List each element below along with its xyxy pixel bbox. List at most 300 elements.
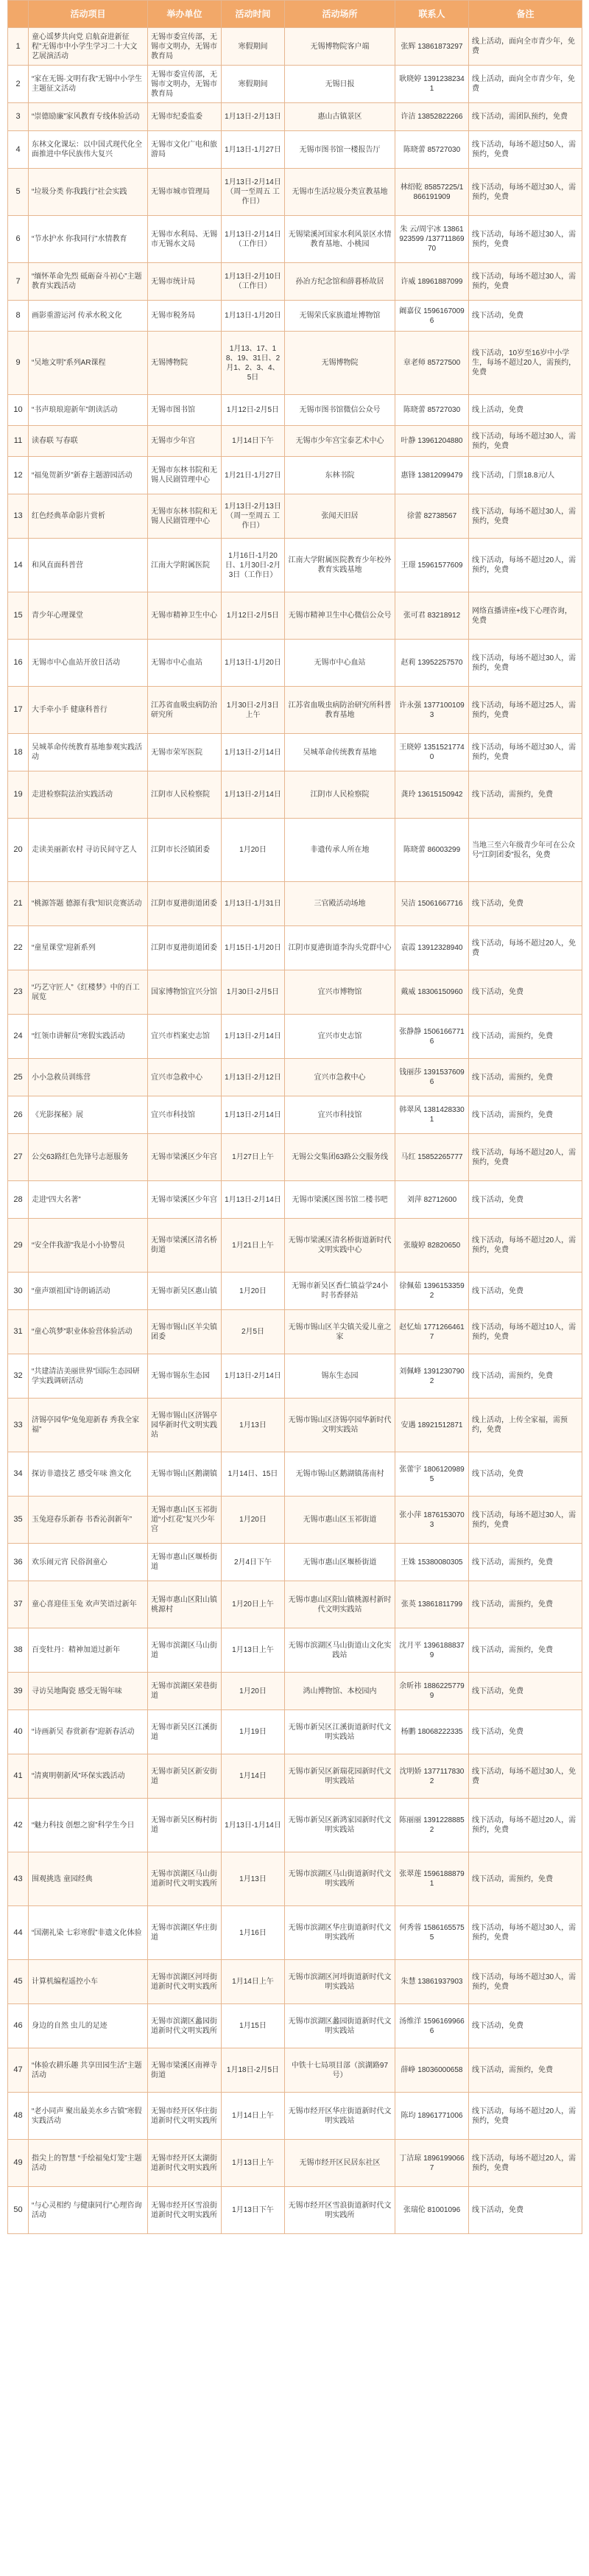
table-row xyxy=(8,1096,582,1134)
note-cell: 线下活动，每场不超过20人，需预约，免费 xyxy=(469,2140,582,2187)
note-cell: 线下活动，免费 xyxy=(469,301,582,332)
organizer-cell: 无锡市精神卫生中心 xyxy=(148,592,222,640)
organizer-cell: 无锡市图书馆 xyxy=(148,395,222,426)
time-cell: 1月13日-2月14日 xyxy=(222,1096,285,1134)
venue-cell: 宜兴市急救中心 xyxy=(285,1059,395,1096)
organizer-cell: 无锡市梁溪区少年宫 xyxy=(148,1134,222,1181)
time-cell: 1月30日-2月3日上午 xyxy=(222,687,285,734)
organizer-cell: 无锡市委宣传部，无锡市文明办，无锡市教育局 xyxy=(148,66,222,103)
project-cell: 欢乐闹元宵 民俗润童心 xyxy=(29,1544,148,1581)
time-cell: 1月13日-2月14日（工作日） xyxy=(222,216,285,263)
time-cell: 1月13日-2月12日 xyxy=(222,1059,285,1096)
row-number: 32 xyxy=(8,1354,29,1399)
row-number: 23 xyxy=(8,970,29,1015)
project-cell: “书声琅琅迎新年”朗读活动 xyxy=(29,395,148,426)
organizer-cell: 无锡市委宣传部，无锡市文明办，无锡市教育局 xyxy=(148,28,222,66)
header-contact: 联系人 xyxy=(395,1,469,28)
note-cell: 线下活动，免费 xyxy=(469,970,582,1015)
venue-cell: 无锡市图书馆一楼报告厅 xyxy=(285,131,395,169)
organizer-cell: 无锡市滨湖区蠡园街道新时代文明实践所 xyxy=(148,2004,222,2048)
contact-cell: 许永强 13771001093 xyxy=(395,687,469,734)
contact-cell: 朱慧 13861937903 xyxy=(395,1960,469,2004)
note-cell: 线下活动，每场不超过20人，需预约，免费 xyxy=(469,1799,582,1852)
table-row xyxy=(8,1852,582,1906)
organizer-cell: 宜兴市科技馆 xyxy=(148,1096,222,1134)
header-venue: 活动场所 xyxy=(285,1,395,28)
project-cell: “魅力科技 创想之窗”科学生今日 xyxy=(29,1799,148,1852)
venue-cell: 无锡市惠山区玉祁街道 xyxy=(285,1497,395,1544)
note-cell: 线下活动，需预约，免费 xyxy=(469,2048,582,2093)
table-row xyxy=(8,494,582,539)
venue-cell: 无锡市锡山区济锡亭园华新时代文明实践站 xyxy=(285,1399,395,1452)
row-number: 5 xyxy=(8,169,29,216)
row-number: 13 xyxy=(8,494,29,539)
time-cell: 1月13日-2月13日（周一至周五 工作日） xyxy=(222,494,285,539)
venue-cell: 无锡市新吴区江溪街道新时代文明实践站 xyxy=(285,1710,395,1754)
note-cell: 线下活动，需预约，免费 xyxy=(469,1096,582,1134)
contact-cell: 徐蕾 82738567 xyxy=(395,494,469,539)
note-cell: 线下活动，每场不超过20人，需预约，免费 xyxy=(469,539,582,592)
time-cell: 1月13日下午 xyxy=(222,2187,285,2234)
row-number: 31 xyxy=(8,1310,29,1354)
project-cell: 童心喜迎佳玉兔 欢声笑语过新年 xyxy=(29,1581,148,1628)
contact-cell: 汤维洋 15961699666 xyxy=(395,2004,469,2048)
project-cell: “巧艺守匠人”《红楼梦》中的百工展览 xyxy=(29,970,148,1015)
table-row xyxy=(8,66,582,103)
table-row xyxy=(8,131,582,169)
organizer-cell: 无锡博物院 xyxy=(148,332,222,395)
contact-cell: 张静静 15061667716 xyxy=(395,1015,469,1059)
organizer-cell: 无锡市经开区华庄街道新时代文明实践所 xyxy=(148,2093,222,2140)
organizer-cell: 无锡市惠山区堰桥街道 xyxy=(148,1544,222,1581)
time-cell: 1月13日-1月20日 xyxy=(222,301,285,332)
time-cell: 1月20日 xyxy=(222,1497,285,1544)
project-cell: 东林文化课坛：以中国式现代化全面推进中华民族伟大复兴 xyxy=(29,131,148,169)
contact-cell: 林绍乾 85857225/1866191909 xyxy=(395,169,469,216)
note-cell: 线下活动，每场不超过30人，需预约，免费 xyxy=(469,169,582,216)
note-cell: 当地三至六年级青少年可在公众号“江阴团委”报名，免费 xyxy=(469,819,582,882)
row-number: 14 xyxy=(8,539,29,592)
contact-cell: 徐佩茹 13961533592 xyxy=(395,1273,469,1310)
organizer-cell: 无锡市滨湖区河埒街道新时代文明实践所 xyxy=(148,1960,222,2004)
venue-cell: 无锡荣氏家族遗址博物馆 xyxy=(285,301,395,332)
row-number: 18 xyxy=(8,734,29,771)
project-cell: “吴地文明”系列AR课程 xyxy=(29,332,148,395)
table-row xyxy=(8,1134,582,1181)
organizer-cell: 无锡市水利局、无锡市无锡水文局 xyxy=(148,216,222,263)
table-row xyxy=(8,395,582,426)
venue-cell: 无锡市滨湖区华庄街道新时代文明实践所 xyxy=(285,1906,395,1960)
contact-cell: 陈晓蕾 86003299 xyxy=(395,819,469,882)
row-number: 8 xyxy=(8,301,29,332)
time-cell: 1月18日-2月5日 xyxy=(222,2048,285,2093)
time-cell: 1月21日上午 xyxy=(222,1219,285,1273)
organizer-cell: 无锡市东林书院和无锡人民剧管理中心 xyxy=(148,494,222,539)
table-row xyxy=(8,332,582,395)
note-cell: 网络直播讲座+线下心理咨询，免费 xyxy=(469,592,582,640)
contact-cell: 赵忆灿 17712664617 xyxy=(395,1310,469,1354)
project-cell: 围观挑选 童园经典 xyxy=(29,1852,148,1906)
time-cell: 2月5日 xyxy=(222,1310,285,1354)
venue-cell: 江南大学附属医院教育少年校外教育实践基地 xyxy=(285,539,395,592)
project-cell: 小小急救员训练营 xyxy=(29,1059,148,1096)
project-cell: “垃圾分类 你我践行”社会实践 xyxy=(29,169,148,216)
venue-cell: 无锡市少年宫宝泰艺术中心 xyxy=(285,426,395,457)
contact-cell: 张瑞伦 81001096 xyxy=(395,2187,469,2234)
row-number: 38 xyxy=(8,1628,29,1673)
project-cell: “童声颂祖国”诗朗诵活动 xyxy=(29,1273,148,1310)
table-row xyxy=(8,2048,582,2093)
table-row xyxy=(8,1628,582,1673)
venue-cell: 无锡市中心血站 xyxy=(285,640,395,687)
row-number: 36 xyxy=(8,1544,29,1581)
note-cell: 线下活动，免费 xyxy=(469,882,582,926)
table-row xyxy=(8,926,582,970)
contact-cell: 吴洁 15061667716 xyxy=(395,882,469,926)
venue-cell: 无锡博物院 xyxy=(285,332,395,395)
organizer-cell: 江苏省血吸虫病防治研究所 xyxy=(148,687,222,734)
row-number: 24 xyxy=(8,1015,29,1059)
contact-cell: 叶静 13961204880 xyxy=(395,426,469,457)
venue-cell: 无锡市锡山区羊尖镇关爱儿童之家 xyxy=(285,1310,395,1354)
note-cell: 线下活动，每场不超过30人，需预约，免费 xyxy=(469,734,582,771)
venue-cell: 锡东生态园 xyxy=(285,1354,395,1399)
venue-cell: 无锡市锡山区鹅湖镇荡南村 xyxy=(285,1452,395,1497)
row-number: 15 xyxy=(8,592,29,640)
header-time: 活动时间 xyxy=(222,1,285,28)
project-cell: “崇德励廉”家风教育专线体验活动 xyxy=(29,103,148,131)
organizer-cell: 宜兴市档案史志馆 xyxy=(148,1015,222,1059)
time-cell: 1月13日 xyxy=(222,1852,285,1906)
table-row xyxy=(8,819,582,882)
row-number: 42 xyxy=(8,1799,29,1852)
project-cell: 走进检察院法治实践活动 xyxy=(29,771,148,819)
organizer-cell: 无锡市经开区雪浪街道新时代文明实践所 xyxy=(148,2187,222,2234)
note-cell: 线下活动，10岁至16岁中小学生，每场不超过20人，需预约，免费 xyxy=(469,332,582,395)
table-row xyxy=(8,882,582,926)
venue-cell: 无锡市惠山区阳山镇桃源村新时代文明实践站 xyxy=(285,1581,395,1628)
venue-cell: 无锡市经开区雪浪街道新时代文明实践所 xyxy=(285,2187,395,2234)
venue-cell: 无锡市精神卫生中心微信公众号 xyxy=(285,592,395,640)
table-row xyxy=(8,457,582,494)
time-cell: 1月13日-2月14日 xyxy=(222,1181,285,1219)
project-cell: 玉兔迎春乐新春 书香沁润新年” xyxy=(29,1497,148,1544)
table-row xyxy=(8,2004,582,2048)
project-cell: 和风直面科普营 xyxy=(29,539,148,592)
time-cell: 寒假期间 xyxy=(222,28,285,66)
organizer-cell: 无锡市文化广电和旅游局 xyxy=(148,131,222,169)
venue-cell: 孙冶方纪念馆和薛暮桥故居 xyxy=(285,263,395,301)
table-row xyxy=(8,640,582,687)
table-row xyxy=(8,103,582,131)
project-cell: 身边的自然 虫儿的足迹 xyxy=(29,2004,148,2048)
time-cell: 1月19日 xyxy=(222,1710,285,1754)
time-cell: 1月13日上午 xyxy=(222,1628,285,1673)
table-row xyxy=(8,1310,582,1354)
project-cell: “诗画新吴 春赏新春”迎新春活动 xyxy=(29,1710,148,1754)
contact-cell: 马红 15852265777 xyxy=(395,1134,469,1181)
project-cell: “童星课堂”迎新系列 xyxy=(29,926,148,970)
table-row xyxy=(8,1219,582,1273)
venue-cell: 东林书院 xyxy=(285,457,395,494)
table-row xyxy=(8,592,582,640)
contact-cell: 钱丽莎 13915376096 xyxy=(395,1059,469,1096)
project-cell: 大手牵小手 健康科普行 xyxy=(29,687,148,734)
row-number: 44 xyxy=(8,1906,29,1960)
contact-cell: 王晓婷 13515217740 xyxy=(395,734,469,771)
table-row xyxy=(8,1581,582,1628)
table-row xyxy=(8,1354,582,1399)
row-number: 46 xyxy=(8,2004,29,2048)
table-row xyxy=(8,216,582,263)
table-row xyxy=(8,1906,582,1960)
time-cell: 1月13日-2月14日 xyxy=(222,1015,285,1059)
time-cell: 1月13日-2月10日（工作日） xyxy=(222,263,285,301)
venue-cell: 无锡市新吴区香仁镇益学24小时书香驿站 xyxy=(285,1273,395,1310)
table-row xyxy=(8,2093,582,2140)
note-cell: 线下活动，需预约，免费 xyxy=(469,1544,582,1581)
note-cell: 线下活动，每场不超过20人，需预约，免费 xyxy=(469,2093,582,2140)
table-row xyxy=(8,1059,582,1096)
organizer-cell: 无锡市梁溪区南禅寺街道 xyxy=(148,2048,222,2093)
venue-cell: 无锡市梁溪区图书馆二楼书吧 xyxy=(285,1181,395,1219)
organizer-cell: 无锡市经开区太湖街道新时代文明实践所 xyxy=(148,2140,222,2187)
note-cell: 线下活动，每场不超过30人，需预约，免费 xyxy=(469,1960,582,2004)
table-row xyxy=(8,687,582,734)
venue-cell: 无锡市滨湖区马山街道新时代文明实践所 xyxy=(285,1852,395,1906)
organizer-cell: 无锡市新吴区惠山镇 xyxy=(148,1273,222,1310)
note-cell: 线下活动，免费 xyxy=(469,1710,582,1754)
venue-cell: 鸿山博物馆、本校园内 xyxy=(285,1673,395,1710)
contact-cell: 何秀蓉 15861655755 xyxy=(395,1906,469,1960)
time-cell: 1月13日 xyxy=(222,1399,285,1452)
organizer-cell: 无锡市滨湖区马山街道 xyxy=(148,1628,222,1673)
venue-cell: 宜兴市史志馆 xyxy=(285,1015,395,1059)
organizer-cell: 无锡市滨湖区马山街道新时代文明实践所 xyxy=(148,1852,222,1906)
organizer-cell: 宜兴市急救中心 xyxy=(148,1059,222,1096)
row-number: 47 xyxy=(8,2048,29,2093)
note-cell: 线下活动，免费 xyxy=(469,1273,582,1310)
organizer-cell: 江阴市夏港街道团委 xyxy=(148,926,222,970)
venue-cell: 宜兴市博物馆 xyxy=(285,970,395,1015)
table-row xyxy=(8,426,582,457)
contact-cell: 许洁 13852822266 xyxy=(395,103,469,131)
venue-cell: 无锡日报 xyxy=(285,66,395,103)
project-cell: “童心筑梦”职业体验营体验活动 xyxy=(29,1310,148,1354)
row-number: 2 xyxy=(8,66,29,103)
venue-cell: 无锡梁溪河国家水利风景区水情教育基地、小桃园 xyxy=(285,216,395,263)
table-row xyxy=(8,1015,582,1059)
contact-cell: 赵莉 13952257570 xyxy=(395,640,469,687)
row-number: 22 xyxy=(8,926,29,970)
table-row xyxy=(8,1710,582,1754)
venue-cell: 非遗传承人所在地 xyxy=(285,819,395,882)
time-cell: 1月16日-1月20日、1月30日-2月3日（工作日） xyxy=(222,539,285,592)
table-row xyxy=(8,1754,582,1799)
note-cell: 线下活动，每场不超过20人，需预约，免费 xyxy=(469,1219,582,1273)
note-cell: 线下活动，每场不超过20人，免费 xyxy=(469,926,582,970)
note-cell: 线下活动，每场不超过30人，需预约，免费 xyxy=(469,1906,582,1960)
contact-cell: 沈月平 13961888379 xyxy=(395,1628,469,1673)
note-cell: 线下活动，每场不超过50人，需预约，免费 xyxy=(469,131,582,169)
project-cell: “红领巾讲解员”寒假实践活动 xyxy=(29,1015,148,1059)
note-cell: 线下活动，需预约，免费 xyxy=(469,1628,582,1673)
venue-cell: 无锡市滨湖区马山街道山文化实践站 xyxy=(285,1628,395,1673)
contact-cell: 安遇 18921512871 xyxy=(395,1399,469,1452)
row-number: 3 xyxy=(8,103,29,131)
project-cell: 公交63路红色先锋号志愿服务 xyxy=(29,1134,148,1181)
project-cell: 走进“四大名著” xyxy=(29,1181,148,1219)
row-number: 10 xyxy=(8,395,29,426)
row-number: 35 xyxy=(8,1497,29,1544)
project-cell: 走读美丽新农村 寻访民间守艺人 xyxy=(29,819,148,882)
table-row xyxy=(8,539,582,592)
venue-cell: 吴城革命传统教育基地 xyxy=(285,734,395,771)
note-cell: 线下活动，每场不超过30人，需预约，免费 xyxy=(469,640,582,687)
table-row xyxy=(8,1799,582,1852)
venue-cell: 张闻天旧居 xyxy=(285,494,395,539)
organizer-cell: 无锡市滨湖区华庄街道 xyxy=(148,1906,222,1960)
time-cell: 1月20日 xyxy=(222,1673,285,1710)
project-cell: “国潮礼染 七彩寒假”非遗文化体验 xyxy=(29,1906,148,1960)
time-cell: 1月14日、15日 xyxy=(222,1452,285,1497)
contact-cell: 杨鹏 18068222335 xyxy=(395,1710,469,1754)
row-number: 50 xyxy=(8,2187,29,2234)
venue-cell: 三官殿活动场地 xyxy=(285,882,395,926)
time-cell: 1月20日上午 xyxy=(222,1581,285,1628)
project-cell: 童心谣梦共向党 启航奋进新征程”无锡市中小学生学习二十大文艺展演活动 xyxy=(29,28,148,66)
table-row xyxy=(8,28,582,66)
project-cell: 百变牡丹：精神加道过新年 xyxy=(29,1628,148,1673)
project-cell: “体验农耕乐趣 共享田园生活”主题活动 xyxy=(29,2048,148,2093)
project-cell: “福兔贺新岁”新春主题游园活动 xyxy=(29,457,148,494)
contact-cell: 韩翠风 13814283301 xyxy=(395,1096,469,1134)
time-cell: 1月13日-2月14日 xyxy=(222,734,285,771)
row-number: 41 xyxy=(8,1754,29,1799)
organizer-cell: 无锡市荣军医院 xyxy=(148,734,222,771)
organizer-cell: 无锡市新吴区江溪街道 xyxy=(148,1710,222,1754)
header-note: 备注 xyxy=(469,1,582,28)
contact-cell: 陈均 18961771006 xyxy=(395,2093,469,2140)
note-cell: 线下活动，每场不超过25人，需预约，免费 xyxy=(469,687,582,734)
note-cell: 线下活动，需预约，免费 xyxy=(469,1852,582,1906)
time-cell: 1月15日-1月20日 xyxy=(222,926,285,970)
table-row xyxy=(8,734,582,771)
project-cell: “桃源答题 德源有我”知识竞赛活动 xyxy=(29,882,148,926)
project-cell: 吴城革命传统教育基地参观实践活动 xyxy=(29,734,148,771)
contact-cell: 张璇婷 82820650 xyxy=(395,1219,469,1273)
contact-cell: 张可君 83218912 xyxy=(395,592,469,640)
activities-table xyxy=(7,0,582,2234)
venue-cell: 惠山古镇景区 xyxy=(285,103,395,131)
venue-cell: 无锡市经开区民居东社区 xyxy=(285,2140,395,2187)
project-cell: 《光影探秘》展 xyxy=(29,1096,148,1134)
project-cell: 济锡亭园华“兔兔迎新春 秀我全家福” xyxy=(29,1399,148,1452)
venue-cell: 无锡市新吴区新瑞花园新时代文明实践站 xyxy=(285,1754,395,1799)
time-cell: 寒假期间 xyxy=(222,66,285,103)
row-number: 30 xyxy=(8,1273,29,1310)
organizer-cell: 无锡市税务局 xyxy=(148,301,222,332)
project-cell: “安全伴我游”我是小小协警员 xyxy=(29,1219,148,1273)
time-cell: 1月13日-1月31日 xyxy=(222,882,285,926)
row-number: 27 xyxy=(8,1134,29,1181)
table-row xyxy=(8,1452,582,1497)
time-cell: 1月12日-2月5日 xyxy=(222,395,285,426)
note-cell: 线上活动，免费 xyxy=(469,395,582,426)
table-row xyxy=(8,2140,582,2187)
time-cell: 1月13日-2月13日 xyxy=(222,103,285,131)
organizer-cell: 无锡市滨湖区荣巷街道 xyxy=(148,1673,222,1710)
contact-cell: 龚玲 13615150942 xyxy=(395,771,469,819)
table-row xyxy=(8,263,582,301)
header-project: 活动项目 xyxy=(29,1,148,28)
row-number: 25 xyxy=(8,1059,29,1096)
venue-cell: 无锡公交集团63路公交服务线 xyxy=(285,1134,395,1181)
table-row xyxy=(8,970,582,1015)
time-cell: 1月13日上午 xyxy=(222,2140,285,2187)
table-row xyxy=(8,169,582,216)
contact-cell: 刘佩峰 13912307902 xyxy=(395,1354,469,1399)
row-number: 6 xyxy=(8,216,29,263)
time-cell: 1月21日-1月27日 xyxy=(222,457,285,494)
project-cell: 探访非遗技艺 感受年味 渔文化 xyxy=(29,1452,148,1497)
venue-cell: 无锡市滨湖区河埒街道新时代文明实践站 xyxy=(285,1960,395,2004)
contact-cell: 张小萍 18761530703 xyxy=(395,1497,469,1544)
contact-cell: 陈晓蕾 85727030 xyxy=(395,395,469,426)
row-number: 7 xyxy=(8,263,29,301)
organizer-cell: 无锡市少年宫 xyxy=(148,426,222,457)
header-row xyxy=(8,1,582,28)
row-number: 16 xyxy=(8,640,29,687)
time-cell: 1月13日-2月14日（周一至周五 工作日） xyxy=(222,169,285,216)
organizer-cell: 江阴市长泾镇团委 xyxy=(148,819,222,882)
organizer-cell: 无锡市锡山区济锡亭园华新时代文明实践站 xyxy=(148,1399,222,1452)
venue-cell: 宜兴市科技馆 xyxy=(285,1096,395,1134)
time-cell: 1月13日-1月20日 xyxy=(222,640,285,687)
project-cell: “家在无锡·文明有我”无锡中小学生主题征文活动 xyxy=(29,66,148,103)
time-cell: 1月14日上午 xyxy=(222,1960,285,2004)
project-cell: 寻访吴地陶瓷 感受无锡年味 xyxy=(29,1673,148,1710)
time-cell: 1月13日-2月14日 xyxy=(222,1354,285,1399)
contact-cell: 朱 云/周宇冰 13861923599 /13771186970 xyxy=(395,216,469,263)
row-number: 12 xyxy=(8,457,29,494)
project-cell: “缅怀革命先烈 砥砺奋斗初心”主题教育实践活动 xyxy=(29,263,148,301)
organizer-cell: 江阴市人民检察院 xyxy=(148,771,222,819)
venue-cell: 无锡市图书馆微信公众号 xyxy=(285,395,395,426)
venue-cell: 无锡市经开区华庄街道新时代文明实践站 xyxy=(285,2093,395,2140)
venue-cell: 无锡市惠山区堰桥街道 xyxy=(285,1544,395,1581)
table-row xyxy=(8,1181,582,1219)
note-cell: 线下活动，每场不超过30人，需预约，免费 xyxy=(469,263,582,301)
time-cell: 1月20日 xyxy=(222,819,285,882)
project-cell: “节水护水 你我同行”水情教育 xyxy=(29,216,148,263)
time-cell: 1月13日-2月14日 xyxy=(222,771,285,819)
organizer-cell: 无锡市东林书院和无锡人民剧管理中心 xyxy=(148,457,222,494)
contact-cell: 张辉 13861873297 xyxy=(395,28,469,66)
time-cell: 1月20日 xyxy=(222,1273,285,1310)
organizer-cell: 江南大学附属医院 xyxy=(148,539,222,592)
table-row xyxy=(8,1273,582,1310)
row-number: 20 xyxy=(8,819,29,882)
row-number: 49 xyxy=(8,2140,29,2187)
contact-cell: 张翠莲 15961888791 xyxy=(395,1852,469,1906)
project-cell: “与心灵相约 与健康同行”心理咨询活动 xyxy=(29,2187,148,2234)
contact-cell: 沈明娇 13771178302 xyxy=(395,1754,469,1799)
note-cell: 线下活动，需预约，免费 xyxy=(469,771,582,819)
venue-cell: 无锡市滨湖区蠡园街道新时代文明实践站 xyxy=(285,2004,395,2048)
note-cell: 线下活动，门票18.8元/人 xyxy=(469,457,582,494)
note-cell: 线下活动，需预约，免费 xyxy=(469,1059,582,1096)
